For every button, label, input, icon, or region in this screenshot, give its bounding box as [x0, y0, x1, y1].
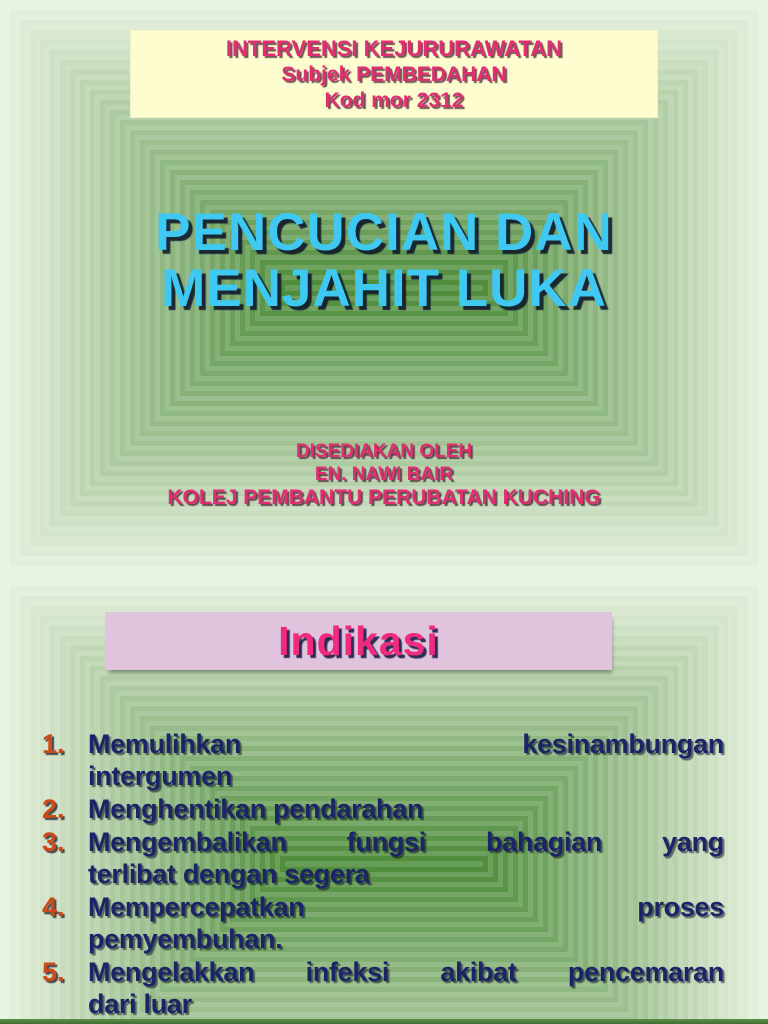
main-title-line-2: MENJAHIT LUKA [161, 259, 607, 318]
list-item [42, 793, 724, 825]
list-item-text [88, 956, 724, 1019]
credits-block [0, 440, 768, 509]
list-item-line: dari luar [88, 989, 192, 1019]
list-item-line: terlibat dengan segera [88, 859, 370, 889]
main-title-line-1: PENCUCIAN DAN [155, 203, 613, 262]
list-item-line: intergumen [88, 761, 233, 791]
course-header-line-1: INTERVENSI KEJURURAWATAN [225, 36, 563, 61]
credits-institution: KOLEJ PEMBANTU PERUBATAN KUCHING [167, 486, 601, 509]
list-item-number: 1. [42, 729, 65, 759]
list-item-number: 4. [42, 892, 65, 922]
list-item-line: Mempercepatkan proses [88, 892, 724, 922]
list-item-number: 5. [42, 957, 65, 987]
credits-prepared-by: DISEDIAKAN OLEH [295, 441, 473, 462]
indication-list [42, 728, 724, 1019]
list-item [42, 728, 724, 792]
main-title [0, 205, 768, 317]
list-item-text [88, 728, 724, 792]
list-item-line: Mengembalikan fungsi bahagian yang [88, 827, 724, 857]
list-item-number: 2. [42, 794, 65, 824]
list-item-text [88, 891, 724, 955]
course-header-line-3: Kod mor 2312 [324, 89, 464, 112]
credits-author: EN. NAWI BAIR [314, 464, 454, 485]
list-item-text [88, 793, 724, 825]
list-item-line: Mengelakkan infeksi akibat pencemaran [88, 957, 724, 987]
list-item-line: Memulihkan kesinambungan [88, 729, 724, 759]
course-header-box [130, 30, 658, 118]
section-title-box [105, 612, 612, 670]
list-item-text [88, 826, 724, 890]
slide-2 [0, 576, 768, 1019]
list-item [42, 956, 724, 1019]
list-item-number: 3. [42, 827, 65, 857]
list-item-line: pemyembuhan. [88, 924, 283, 954]
list-item [42, 826, 724, 890]
course-header-line-2: Subjek PEMBEDAHAN [281, 63, 507, 86]
list-item [42, 891, 724, 955]
list-item-line: Menghentikan pendarahan [88, 794, 424, 824]
next-slide-top-edge [0, 1019, 768, 1024]
section-title: Indikasi [278, 617, 439, 664]
